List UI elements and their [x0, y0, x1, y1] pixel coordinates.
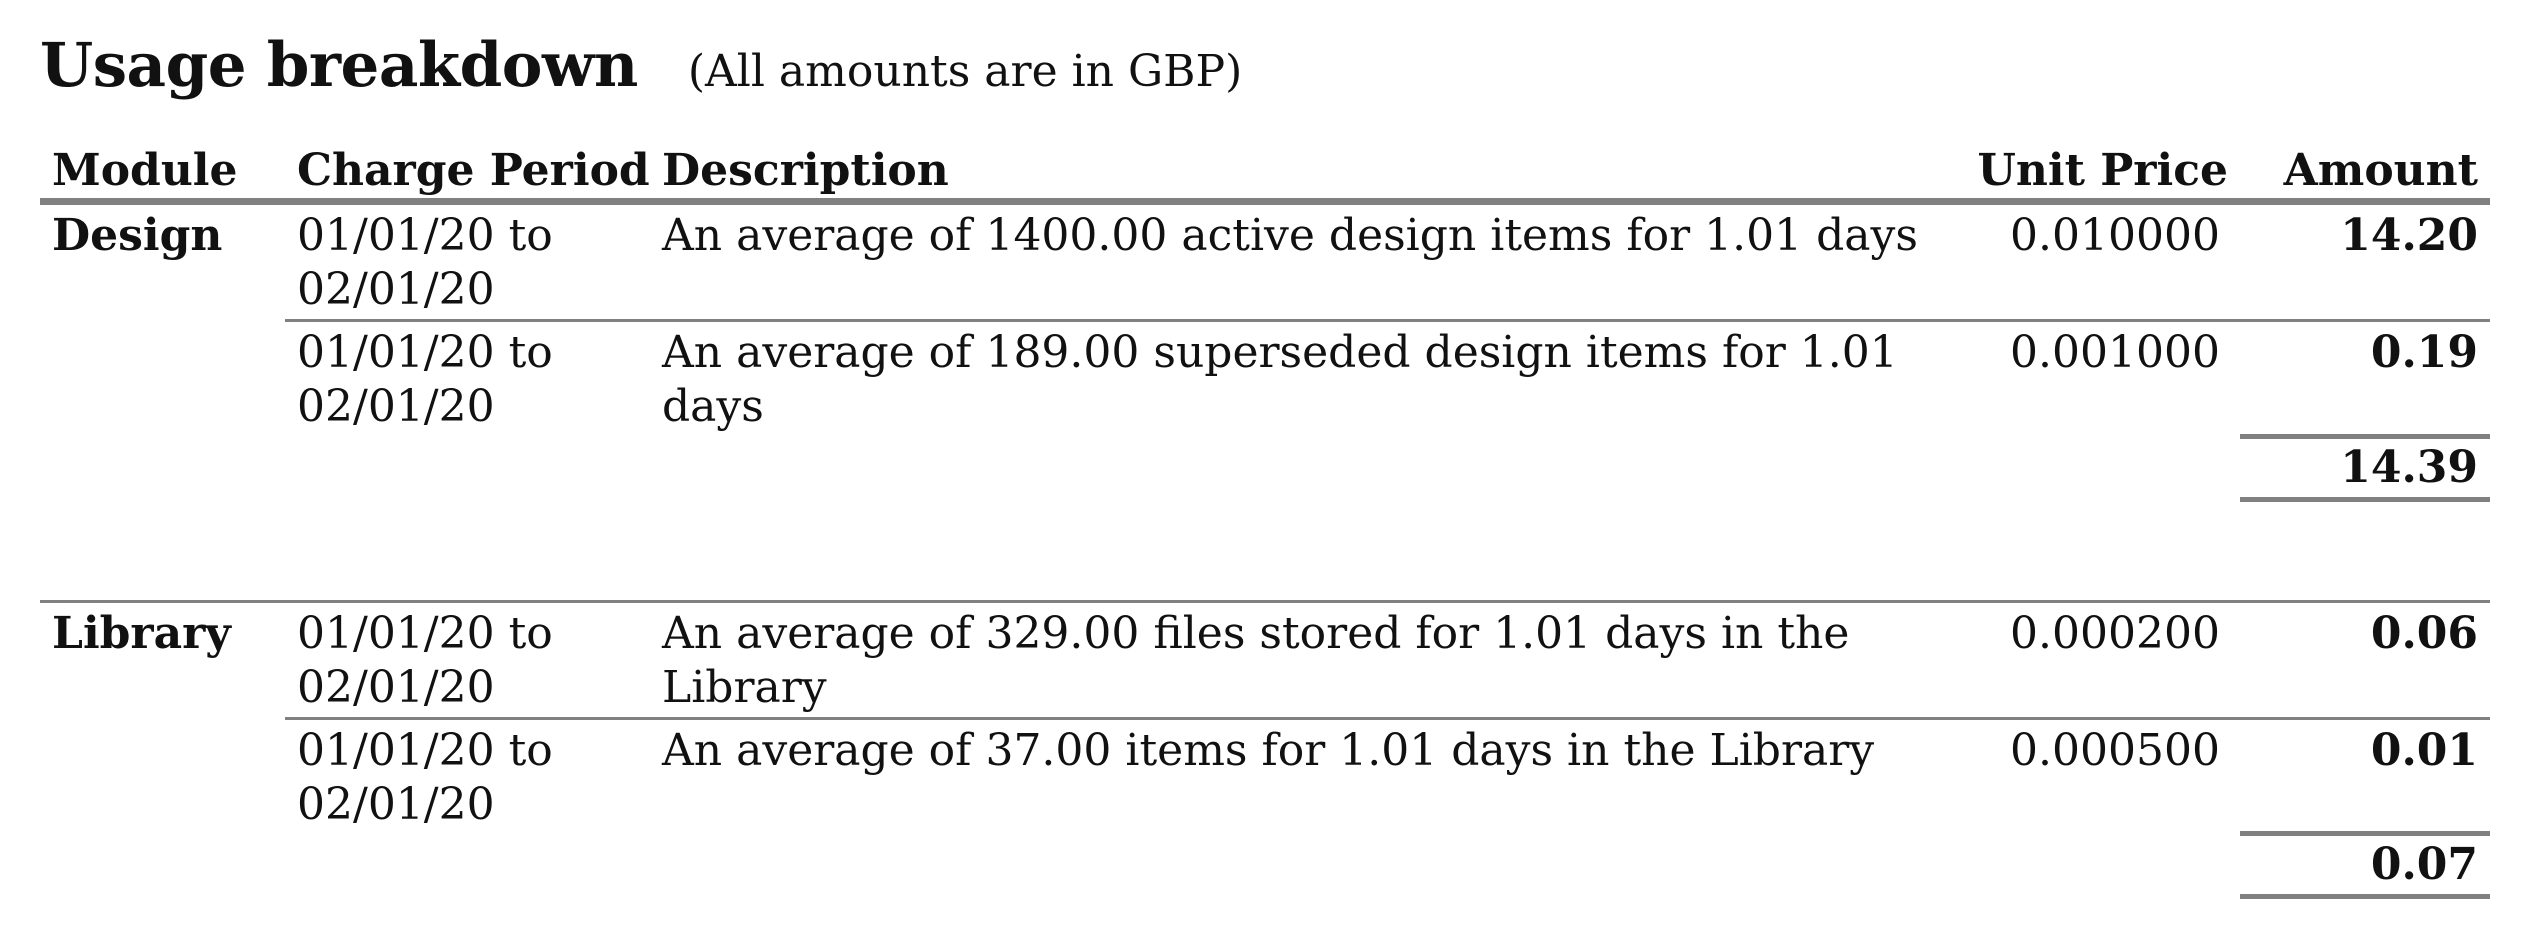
unit-price: 0.000500: [1950, 718, 2240, 834]
column-header-unit-price: Unit Price: [1950, 140, 2240, 202]
description: An average of 329.00 files stored for 1.01 days in the Library: [650, 601, 1950, 718]
table-row: [40, 601, 2490, 718]
description: An average of 189.00 superseded design items for 1.01 days: [650, 321, 1950, 437]
subtotal-spacer: [285, 436, 650, 499]
subtotal-spacer: [40, 436, 285, 499]
table-row: [40, 718, 2490, 834]
period-from: 01/01/20 to: [297, 607, 553, 659]
amount: 0.19: [2240, 321, 2490, 437]
column-header-description: Description: [650, 140, 1950, 202]
charge-period: [285, 718, 650, 834]
subtotal-row: [40, 436, 2490, 499]
table-row: [40, 321, 2490, 437]
subtotal-spacer: [650, 834, 1950, 897]
period-to: 02/01/20: [297, 778, 495, 830]
period-to: 02/01/20: [297, 264, 495, 315]
unit-price: 0.001000: [1950, 321, 2240, 437]
table-header-row: [40, 140, 2490, 202]
module-name: Design: [52, 210, 223, 261]
period-from: 01/01/20 to: [297, 724, 553, 776]
table-row: [40, 202, 2490, 321]
heading: [40, 30, 2490, 120]
currency-note: (All amounts are in GBP): [687, 46, 1243, 97]
subtotal-spacer: [1950, 436, 2240, 499]
charge-period: [285, 321, 650, 437]
module-cell-empty: [40, 718, 285, 834]
subtotal-spacer: [1950, 834, 2240, 897]
subtotal-amount: 0.07: [2240, 834, 2490, 897]
subtotal-row: [40, 834, 2490, 897]
unit-price: 0.010000: [2010, 210, 2220, 261]
period-from: 01/01/20 to: [297, 210, 553, 261]
subtotal-amount: 14.39: [2240, 436, 2490, 499]
amount: 14.20: [2340, 210, 2478, 261]
column-header-amount: Amount: [2240, 140, 2490, 202]
description: An average of 1400.00 active design items for 1.01 days: [662, 210, 1918, 261]
subtotal-spacer: [40, 834, 285, 897]
module-name: Library: [40, 601, 285, 718]
spacer-cell: [40, 499, 2490, 601]
usage-breakdown-page: [40, 30, 2490, 899]
module-cell-empty: [40, 321, 285, 437]
subtotal-spacer: [285, 834, 650, 897]
group-spacer: [40, 499, 2490, 601]
amount: 0.06: [2240, 601, 2490, 718]
subtotal-spacer: [650, 436, 1950, 499]
column-header-module: Module: [40, 140, 285, 202]
period-to: 02/01/20: [297, 661, 495, 713]
period-to: 02/01/20: [297, 381, 495, 432]
column-header-charge-period: Charge Period: [285, 140, 650, 202]
description: An average of 37.00 items for 1.01 days in the Library: [650, 718, 1950, 834]
period-from: 01/01/20 to: [297, 327, 553, 378]
usage-table: [40, 140, 2490, 899]
unit-price: 0.000200: [1950, 601, 2240, 718]
amount: 0.01: [2240, 718, 2490, 834]
charge-period: [285, 202, 650, 321]
page-title: Usage breakdown: [40, 30, 638, 101]
charge-period: [285, 601, 650, 718]
